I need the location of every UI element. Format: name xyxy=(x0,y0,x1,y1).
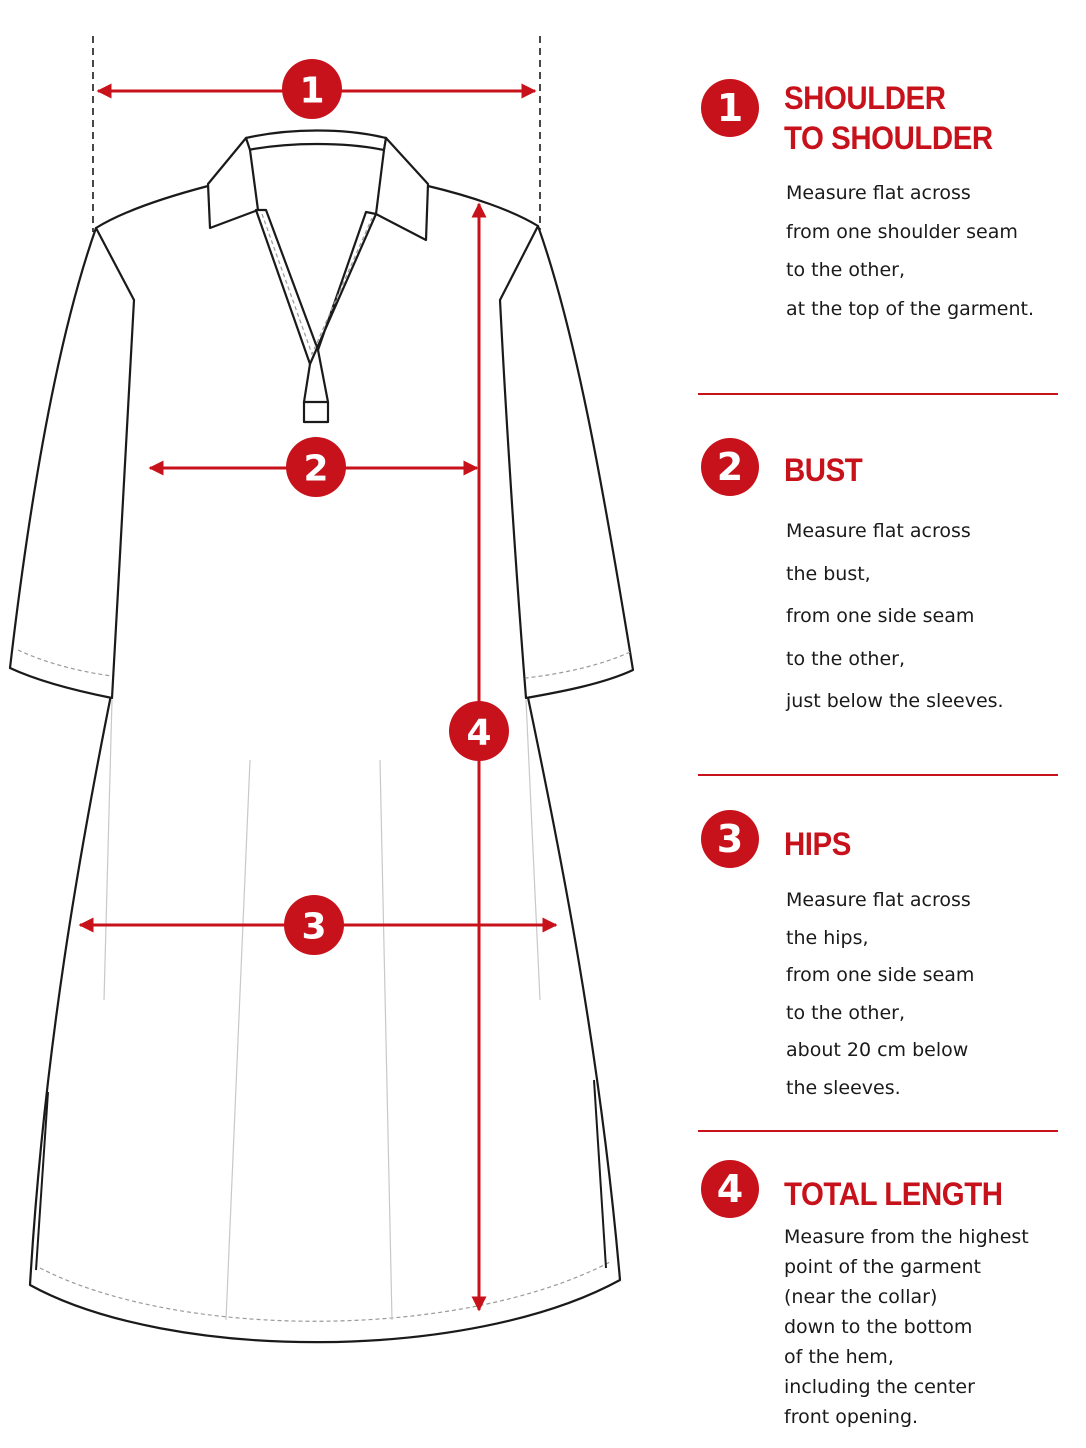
section-number-badge: 4 xyxy=(701,1160,759,1218)
section-hips xyxy=(698,812,1058,1128)
divider xyxy=(698,774,1058,776)
section-description: Measure from the highest point of the garment (near the collar) down to the bottom of the hem, including the center front opening. xyxy=(784,1226,1029,1428)
section-number-badge: 3 xyxy=(701,810,759,868)
section-number-badge: 2 xyxy=(701,438,759,496)
section-total-length xyxy=(698,1162,1058,1442)
section-shoulder xyxy=(698,76,1058,396)
section-title: TOTAL LENGTH xyxy=(784,1176,1003,1212)
divider xyxy=(698,1130,1058,1132)
section-number-badge: 1 xyxy=(701,79,759,137)
badge-3 xyxy=(284,895,344,955)
dress-outline xyxy=(10,131,633,1343)
svg-text:2: 2 xyxy=(303,448,329,490)
svg-text:3: 3 xyxy=(301,906,327,948)
placket-tab xyxy=(304,402,328,422)
left-sleeve xyxy=(10,228,134,698)
divider xyxy=(698,393,1058,395)
svg-text:1: 1 xyxy=(299,70,325,112)
badge-1 xyxy=(282,59,342,119)
section-description: Measure flat across the hips, from one side seam to the other, about 20 cm below the sleeves. xyxy=(786,889,975,1099)
svg-text:4: 4 xyxy=(466,712,492,754)
right-sleeve xyxy=(500,226,633,698)
section-description: Measure flat across from one shoulder seam to the other, at the top of the garment. xyxy=(786,182,1035,320)
section-title: BUST xyxy=(784,452,863,488)
section-description: Measure flat across the bust, from one side seam to the other, just below the sleeves. xyxy=(786,520,1004,712)
section-title: HIPS xyxy=(784,826,851,862)
badge-2 xyxy=(286,437,346,497)
section-bust xyxy=(698,440,1058,770)
badge-4 xyxy=(449,701,509,761)
section-title: SHOULDER TO SHOULDER xyxy=(784,80,993,156)
